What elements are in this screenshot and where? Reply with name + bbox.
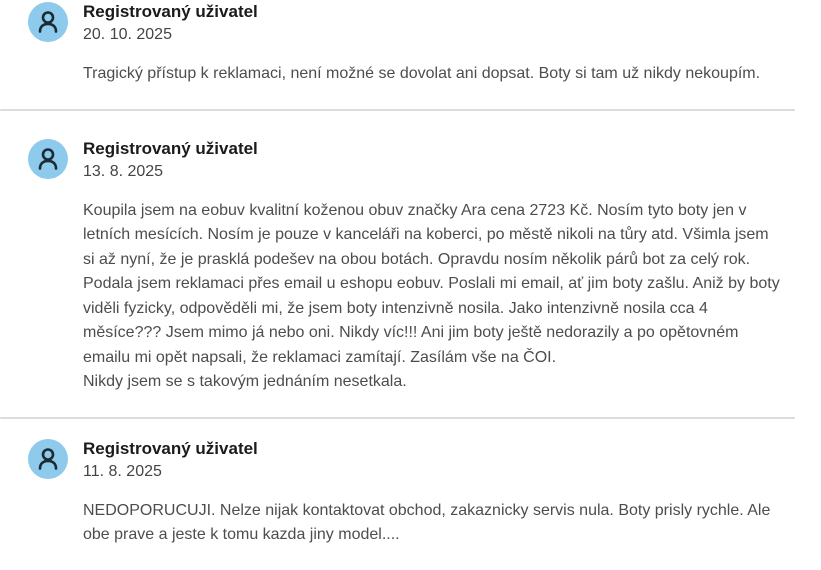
review-item [0, 419, 821, 570]
user-avatar-icon [28, 139, 68, 179]
review-content [83, 439, 795, 548]
review-paragraph: Tragický přístup k reklamaci, není možné se dovolat ani dopsat. Boty si tam už nikdy nekoupím. [83, 65, 761, 82]
review-text [83, 199, 795, 395]
review-content [83, 139, 795, 395]
review-author: Registrovaný uživatel [83, 2, 258, 21]
avatar [28, 2, 68, 42]
review-text [83, 499, 795, 548]
review-author: Registrovaný uživatel [83, 438, 258, 458]
avatar [28, 439, 68, 479]
user-avatar-icon [28, 439, 68, 479]
review-paragraph: NEDOPORUCUJI. Nelze nijak kontaktovat obchod, zakaznicky servis nula. Boty prisly rychle. Ale obe prave a jeste k tomu kazda jiny model.... [83, 501, 771, 543]
review-date: 11. 8. 2025 [83, 462, 162, 480]
avatar [28, 139, 68, 179]
review-date: 13. 8. 2025 [83, 162, 164, 180]
review-author: Registrovaný uživatel [83, 138, 258, 158]
review-date: 20. 10. 2025 [83, 26, 172, 43]
review-item [0, 0, 821, 109]
review-paragraph: Koupila jsem na eobuv kvalitní koženou obuv značky Ara cena 2723 Kč. Nosím tyto boty jen v letních mesících. Nosím je pouze v kanceláři na koberci, po městě nikoli na tůry atd. Všimla jsem si až nyní, že je prasklá podešev na obou botách. Opravdu nosím několik párů bot za celý rok. [83, 201, 769, 268]
review-paragraph: Nikdy jsem se s takovým jednáním nesetkala. [83, 373, 407, 390]
user-avatar-icon [28, 2, 68, 42]
review-text [83, 62, 795, 87]
review-content [83, 2, 795, 87]
review-item [0, 111, 821, 417]
review-paragraph: Podala jsem reklamaci přes email u eshopu eobuv. Poslali mi email, ať jim boty zašlu. Aniž by boty viděli fyzicky, odpověděli mi, že jsem boty intenzivně nosila. Jako intenzivně nosila cca 4 měsíce??? Jsem mimo já nebo oni. Nikdy víc!!! Ani jim boty ještě nedorazily a po opětovném emailu mi opět napsali, že reklamaci zamítají. Zasílám vše na ČOI. [83, 275, 780, 366]
